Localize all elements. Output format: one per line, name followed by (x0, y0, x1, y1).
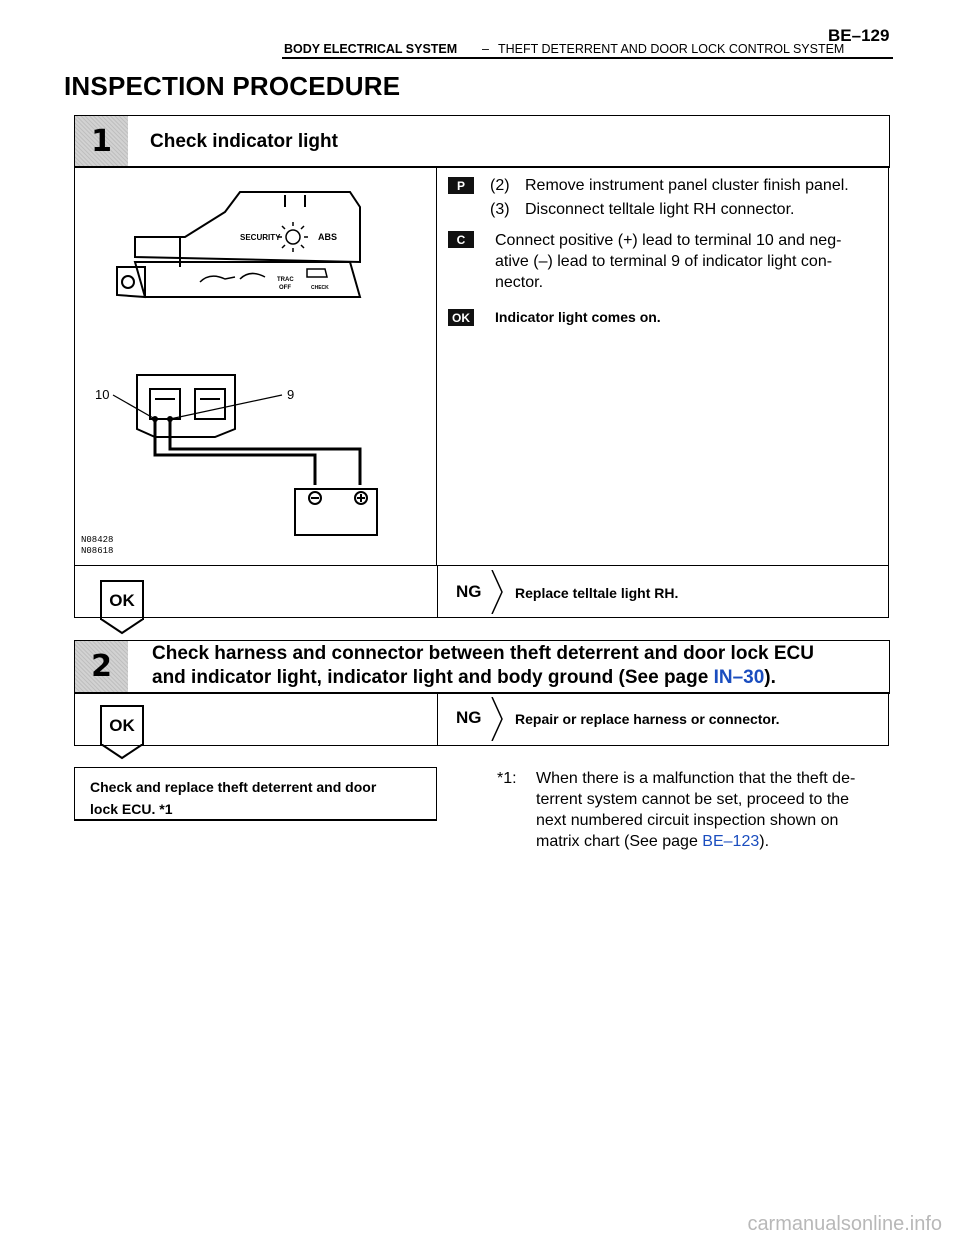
figure-label-security: SECURITY (240, 233, 281, 242)
figure-label-off: OFF (279, 285, 291, 291)
step1-ng-arrow (490, 570, 504, 614)
terminal-10-label: 10 (95, 387, 110, 402)
subsection-title: THEFT DETERRENT AND DOOR LOCK CONTROL SYSTEM (498, 42, 845, 56)
note-line-1: When there is a malfunction that the theft de- (536, 770, 856, 787)
figure-code-1: N08428 (81, 535, 114, 545)
step2-title-line-2-text: and indicator light, indicator light and body ground (See page (152, 667, 714, 688)
tag-p: P (448, 177, 474, 194)
step1-result-row (74, 565, 889, 618)
note-line-4 (536, 831, 769, 852)
prep-2-text: Remove instrument panel cluster finish panel. (525, 177, 849, 194)
step2-number-box (75, 641, 128, 692)
step2-page-link[interactable]: IN–30 (713, 667, 765, 688)
step2-ng-arrow (490, 697, 504, 741)
step1-title: Check indicator light (150, 131, 338, 152)
step2-ok-badge: OK (100, 705, 144, 745)
step2-divider (437, 692, 438, 746)
figure-label-abs: ABS (318, 232, 338, 242)
section-title: BODY ELECTRICAL SYSTEM (284, 42, 458, 56)
step1-instructions-panel (436, 166, 889, 566)
watermark: carmanualsonline.info (747, 1213, 942, 1235)
tag-c: C (448, 231, 474, 248)
check-line-2: ative (–) lead to terminal 9 of indicator light con- (495, 253, 833, 270)
header-rule (282, 57, 893, 59)
battery-icon (295, 489, 377, 535)
final-action-line-1: Check and replace theft deterrent and door (90, 779, 377, 795)
figure-code-2: N08618 (81, 546, 114, 556)
prep-3-number: (3) (490, 201, 510, 218)
step2-ng-badge: NG (456, 708, 482, 727)
terminal-9-label: 9 (287, 387, 295, 402)
engine-icon (240, 273, 265, 279)
step2-title-line-2-end: ). (764, 667, 776, 688)
note-page-link[interactable]: BE–123 (702, 833, 760, 850)
final-action-line-2: lock ECU. *1 (90, 801, 173, 817)
step1-number: 1 (91, 123, 112, 159)
note-line-3: next numbered circuit inspection shown on (536, 812, 839, 829)
step2-title-bar (74, 640, 890, 694)
step2-title-line-1: Check harness and connector between theft deterrent and door lock ECU (152, 643, 814, 664)
page-number: BE–129 (828, 26, 890, 45)
step2-number: 2 (91, 649, 112, 684)
step1-title-bar (74, 115, 890, 168)
step2-ok-arrow (100, 744, 144, 760)
ok-result: Indicator light comes on. (495, 309, 661, 325)
figure-label-trac: TRAC (277, 277, 294, 283)
step1-figure-panel (74, 166, 437, 566)
note-line-4-end: ). (759, 833, 770, 850)
step1-ok-arrow (100, 619, 144, 635)
oil-icon (200, 276, 235, 282)
header-separator: – (482, 42, 489, 56)
indicator-light-diagram (75, 167, 436, 565)
sun-icon (278, 222, 308, 252)
prep-3-text: Disconnect telltale light RH connector. (525, 201, 795, 218)
step1-ok-badge: OK (100, 580, 144, 620)
note-marker: *1: (497, 770, 517, 787)
check-line-1: Connect positive (+) lead to terminal 10 and neg- (495, 232, 842, 249)
check-engine-icon (307, 269, 327, 277)
prep-2-number: (2) (490, 177, 510, 194)
note-line-2: terrent system cannot be set, proceed to the (536, 791, 850, 808)
step2-title-line-2 (152, 667, 776, 689)
step1-ng-action: Replace telltale light RH. (515, 585, 679, 601)
note-line-4-text: matrix chart (See page (536, 833, 703, 850)
check-line-3: nector. (495, 274, 544, 291)
step1-ng-badge: NG (456, 582, 482, 601)
step1-divider (437, 565, 438, 618)
step1-number-box (75, 116, 128, 166)
final-action-box (74, 767, 437, 821)
page-title: INSPECTION PROCEDURE (64, 71, 401, 101)
tag-ok: OK (448, 309, 474, 326)
figure-label-check: CHECK (311, 285, 329, 291)
step2-ng-action: Repair or replace harness or connector. (515, 711, 780, 727)
